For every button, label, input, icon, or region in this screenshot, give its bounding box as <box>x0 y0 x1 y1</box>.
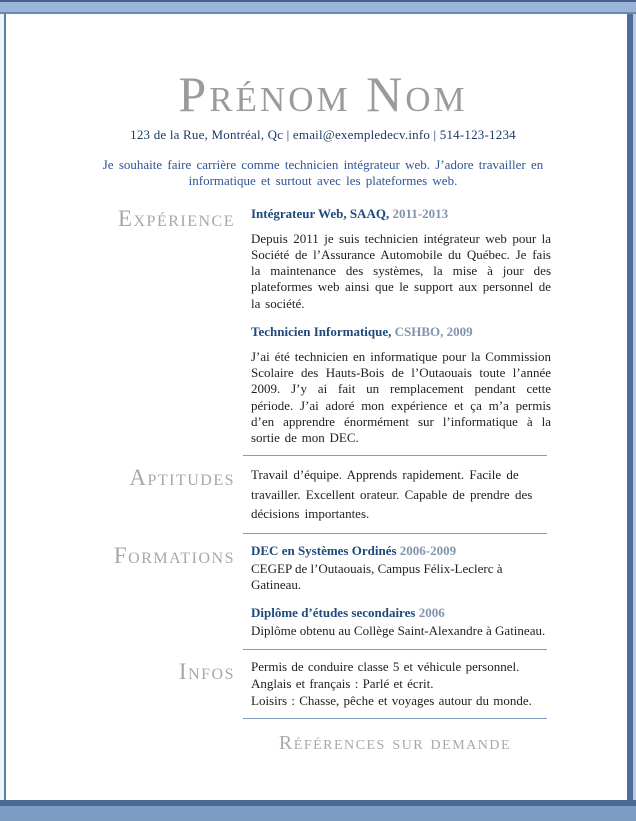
section-divider <box>243 533 547 534</box>
section-divider <box>243 718 547 719</box>
experience-entry-saaq <box>251 206 551 312</box>
job-description: J’ai été technicien en informatique pour la Commission Scolaire des Hauts-Bois de l’Outaouais toute l’année 2009. J’y ai fait un remplacement pendant cette période. J’ai adoré mon expérience et ça m’a permis d’en apprendre énormément sur l’informatique à la sortie de mon DEC. <box>251 348 551 446</box>
degree-title: DEC en Systèmes Ordinés <box>251 542 397 558</box>
degree-title: Diplôme d’études secondaires <box>251 605 416 621</box>
section-title-infos: Infos <box>178 658 235 684</box>
job-title: Technicien Informatique, <box>251 323 392 339</box>
job-description: Depuis 2011 je suis technicien intégrateur web pour la Société de l’Assurance Automobile du Québec. Je fais la maintenance des systèmes, la mise à jour des plateformes web ainsi que le support aux personnel de la société. <box>251 230 551 311</box>
info-line-languages: Anglais et français : Parlé et écrit. <box>251 675 434 691</box>
page-border-right <box>627 14 636 800</box>
section-title-experience: Expérience <box>117 205 235 231</box>
degree-dates: 2006-2009 <box>399 542 457 558</box>
formations-content <box>235 543 551 640</box>
degree-description: Diplôme obtenu au Collège Saint-Alexandre à Gatineau. <box>251 623 546 639</box>
section-divider <box>243 649 547 650</box>
page-border-bottom <box>0 800 636 821</box>
section-infos <box>95 659 551 710</box>
infos-content <box>235 659 551 710</box>
aptitudes-content <box>235 465 551 524</box>
resume-body <box>95 206 551 756</box>
section-title-formations: Formations <box>113 542 235 568</box>
formation-entry-dec <box>251 543 551 594</box>
experience-entry-cshbo <box>251 324 551 447</box>
entry-heading <box>251 605 551 621</box>
contact-line: 123 de la Rue, Montréal, Qc | email@exempledecv.info | 514-123-1234 <box>130 127 516 142</box>
info-line-permit: Permis de conduire classe 5 et véhicule personnel. <box>251 658 520 674</box>
job-dates: CSHBO, 2009 <box>394 323 473 339</box>
career-objective: Je souhaite faire carrière comme technicien intégrateur web. J’adore travailler en informatique et surtout avec les plateformes web. <box>102 157 544 188</box>
experience-content <box>235 206 551 447</box>
section-title-aptitudes: Aptitudes <box>129 465 235 491</box>
section-divider <box>243 455 547 456</box>
section-formations <box>95 543 551 640</box>
entry-heading <box>251 324 551 340</box>
degree-dates: 2006 <box>418 605 445 621</box>
references-note: Références sur demande <box>278 732 512 755</box>
formation-entry-des <box>251 605 551 639</box>
page-border-top <box>0 0 636 14</box>
person-name: Prénom Nom <box>178 66 468 122</box>
section-aptitudes <box>95 465 551 524</box>
job-dates: 2011-2013 <box>392 205 449 221</box>
entry-heading <box>251 206 551 222</box>
aptitudes-text: Travail d’équipe. Apprends rapidement. Facile de travailler. Excellent orateur. Capable de prendre des décisions importantes. <box>251 467 533 522</box>
job-title: Intégrateur Web, SAAQ, <box>251 205 390 221</box>
entry-heading <box>251 543 551 559</box>
section-experience <box>95 206 551 447</box>
info-line-hobbies: Loisirs : Chasse, pêche et voyages autour du monde. <box>251 692 532 708</box>
degree-description: CEGEP de l’Outaouais, Campus Félix-Leclerc à Gatineau. <box>251 560 503 593</box>
resume-page <box>6 14 627 800</box>
